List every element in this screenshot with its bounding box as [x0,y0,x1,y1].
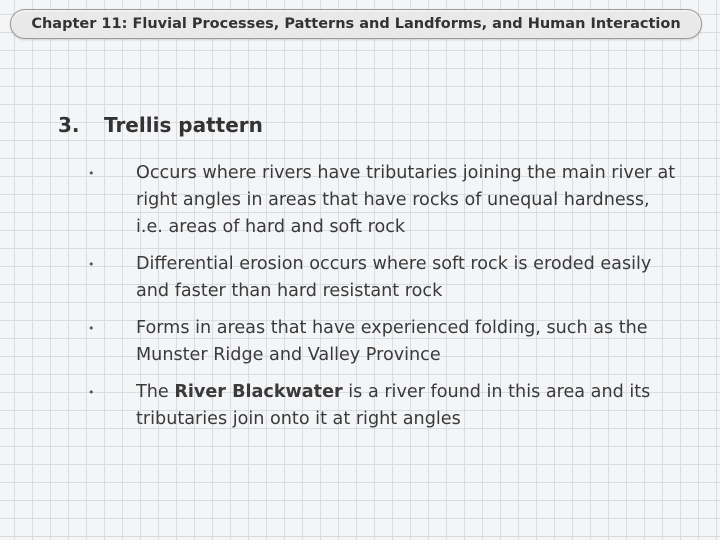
bullet-marker: • [88,386,95,399]
bullet-marker: • [88,258,95,271]
bullet-text: Forms in areas that have experienced folding, such as the Munster Ridge and Valley Province [136,318,648,365]
bullet-text-part: is a river found in this area and its tributaries join onto it at right angles [136,382,651,429]
bullet-item [86,251,706,305]
chapter-header-bar [10,9,702,39]
river-name: River Blackwater [174,382,343,402]
section-title: Trellis pattern [104,113,263,137]
chapter-title: Chapter 11: Fluvial Processes, Patterns and Landforms, and Human Interaction [31,16,681,32]
bullet-text-part: The [136,382,175,402]
bullet-marker: • [88,167,95,180]
bullet-item [86,160,706,241]
bullet-text [136,379,676,433]
section-number: 3. [58,113,80,137]
bullet-list [86,160,706,433]
bullet-text: Occurs where rivers have tributaries joining the main river at right angles in areas that have rocks of unequal hardness, i.e. areas of hard and soft rock [136,163,676,237]
bullet-text: Differential erosion occurs where soft rock is eroded easily and faster than hard resistant rock [136,254,652,301]
bullet-marker: • [88,322,95,335]
section-heading [58,110,263,140]
bullet-item [86,315,706,369]
bullet-item [86,379,706,433]
